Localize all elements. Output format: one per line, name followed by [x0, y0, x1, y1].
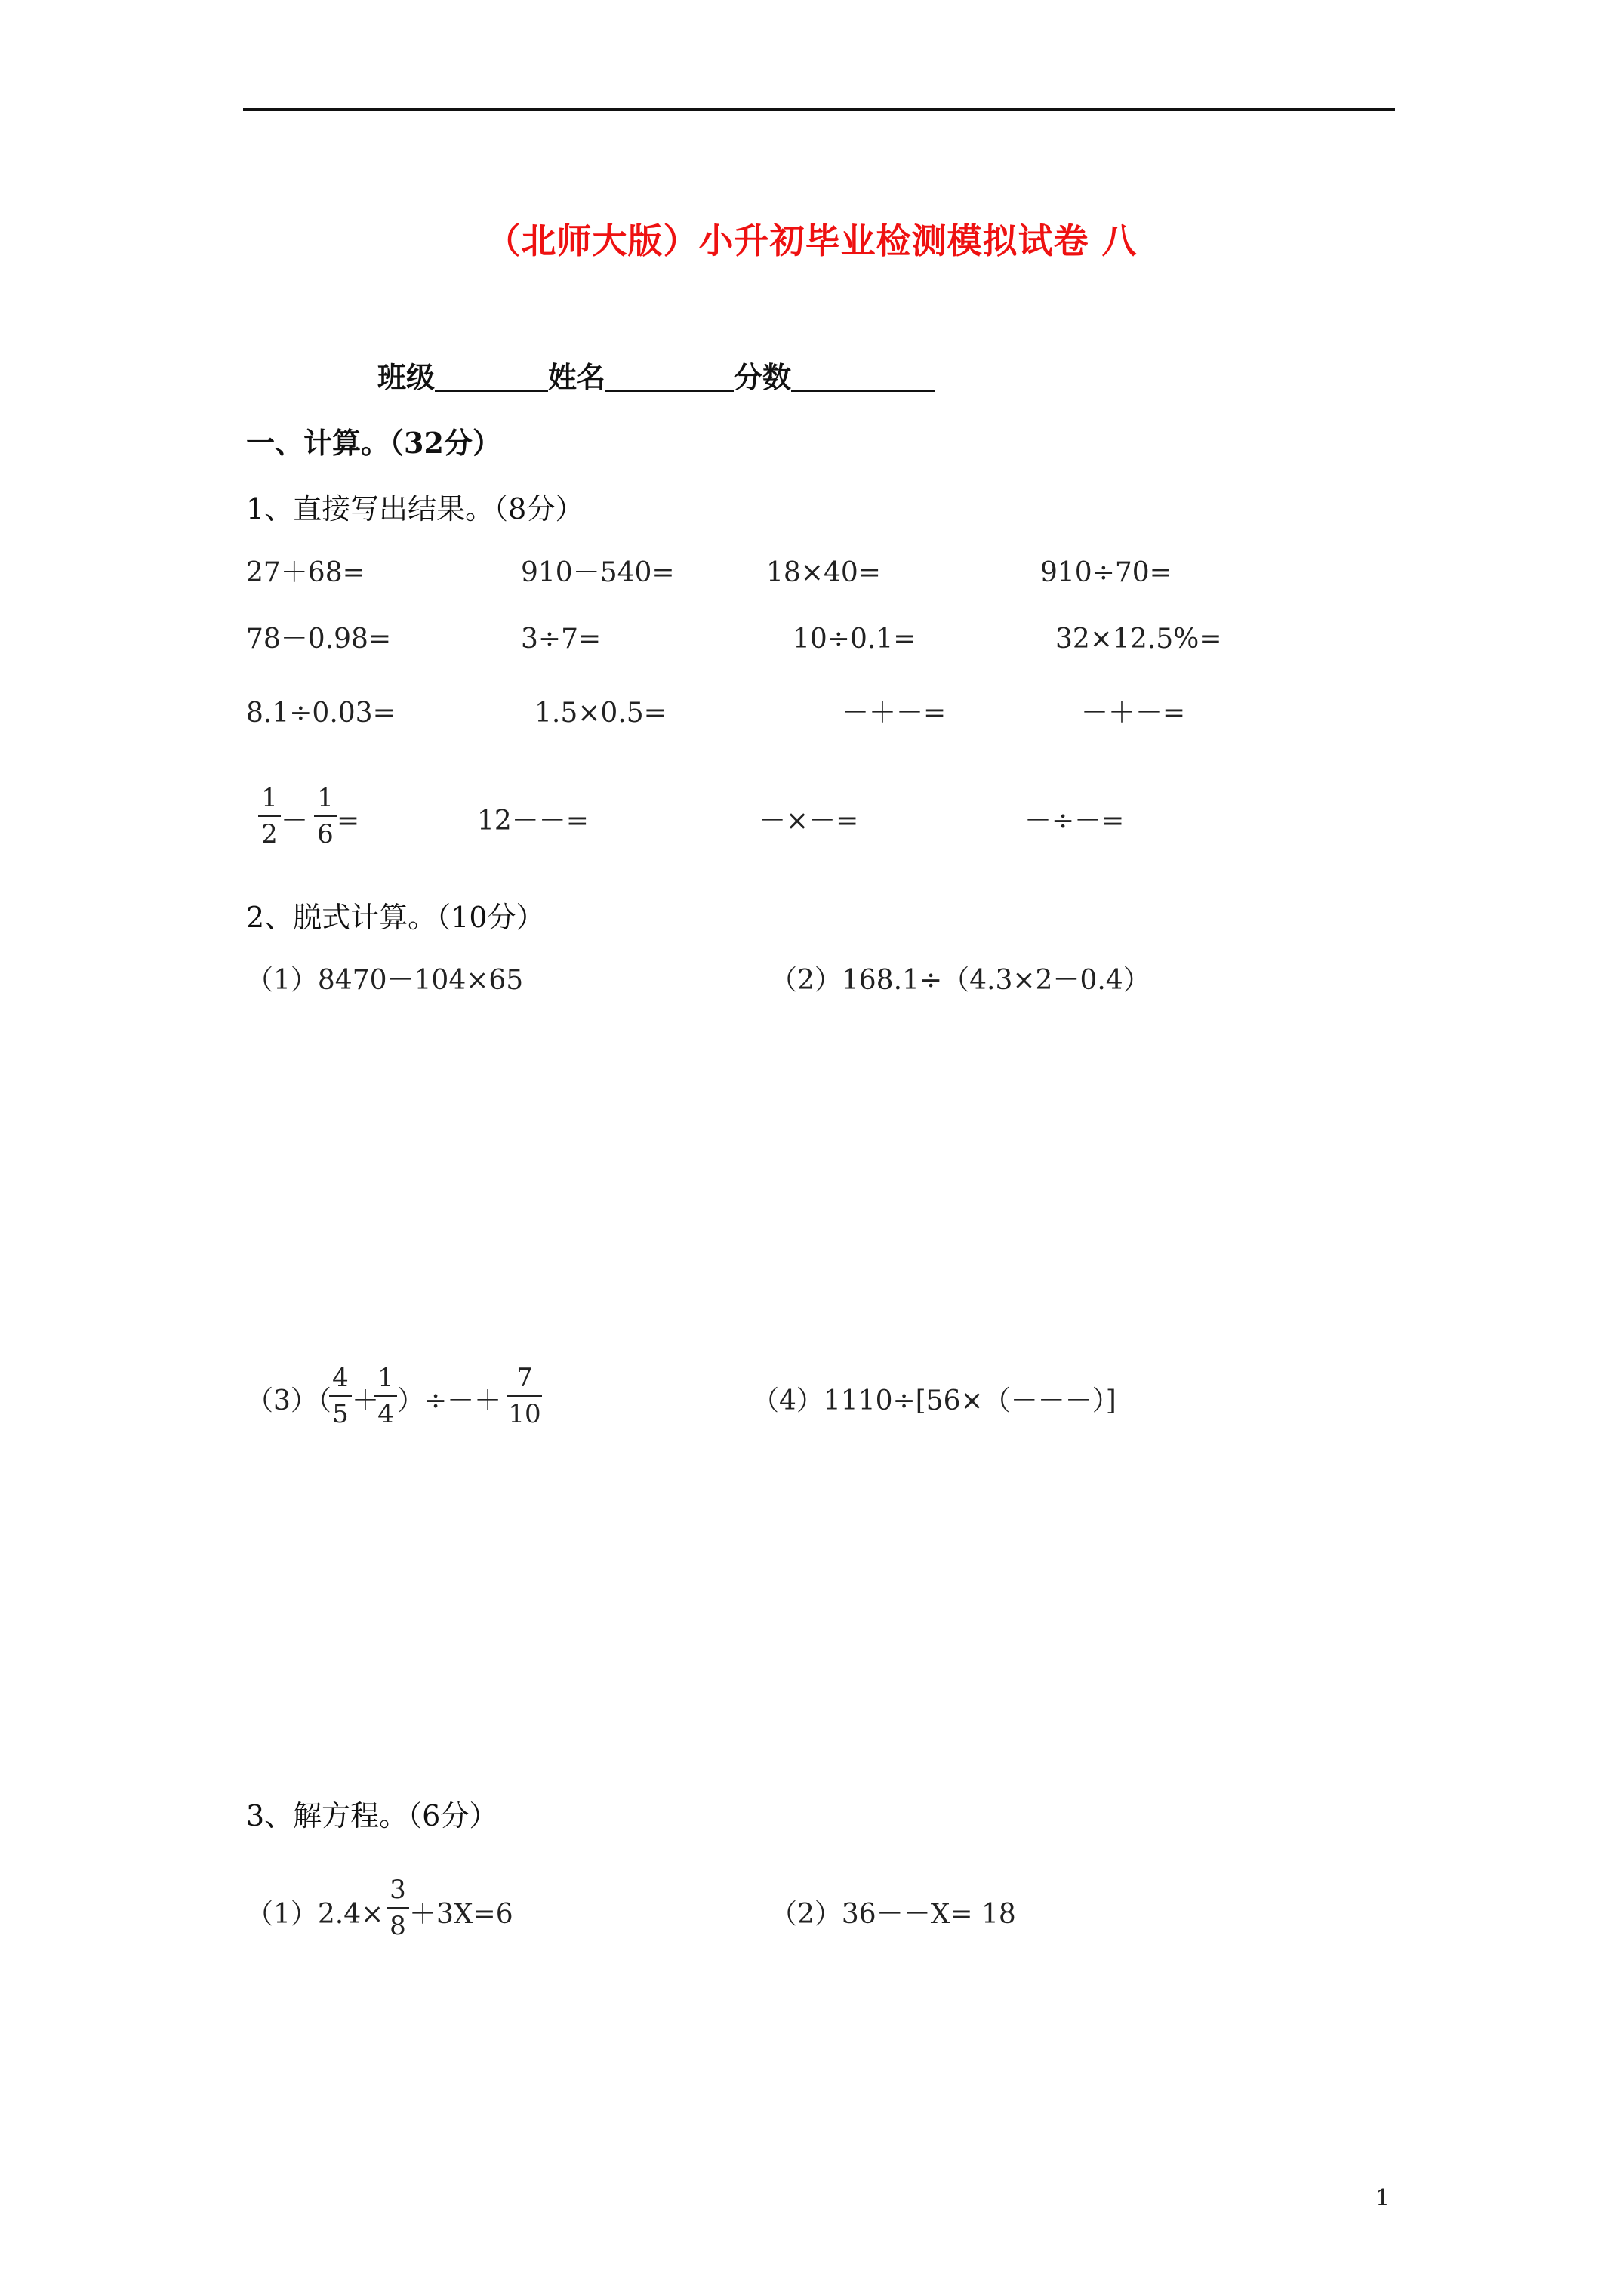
- fraction: [258, 785, 281, 847]
- denominator: 6: [317, 819, 334, 849]
- score-label: 分数: [734, 360, 792, 394]
- header-rule: [243, 108, 1395, 111]
- oral-item: 78－0.98=: [246, 624, 392, 655]
- fraction: [507, 1365, 542, 1427]
- operator: ＋: [352, 1385, 380, 1416]
- question-heading: 3、解方程。（6分）: [246, 1799, 498, 1832]
- problem-suffix: ＋3X=6: [409, 1899, 513, 1930]
- numerator: 1: [377, 1363, 394, 1393]
- oral-item: 3÷7=: [521, 624, 602, 655]
- class-label: 班级: [377, 360, 436, 394]
- denominator: 4: [377, 1399, 394, 1429]
- fraction: [387, 1877, 409, 1939]
- problem-item: （2）168.1÷（4.3×2－0.4）: [770, 965, 1150, 996]
- fraction-bar: [329, 1395, 352, 1397]
- oral-item: 18×40=: [766, 557, 881, 588]
- numerator: 1: [261, 783, 278, 813]
- section-heading: 一、计算。（32分）: [246, 426, 501, 460]
- class-blank[interactable]: [435, 362, 548, 392]
- numerator: 3: [390, 1875, 406, 1905]
- problem-prefix: （3）（: [246, 1385, 331, 1416]
- problem-item: （4）1110÷[56×（－－－）]: [752, 1385, 1116, 1416]
- oral-item: 1.5×0.5=: [534, 698, 667, 729]
- denominator: 10: [508, 1399, 541, 1429]
- page-title: （北师大版）小升初毕业检测模拟试卷 八: [485, 220, 1138, 261]
- problem-prefix: （1）2.4×: [246, 1899, 384, 1930]
- problem-item: （1）8470－104×65: [246, 965, 524, 996]
- fraction-bar: [258, 815, 281, 817]
- equals: =: [337, 806, 360, 837]
- numerator: 1: [317, 783, 334, 813]
- score-blank[interactable]: [791, 362, 935, 392]
- oral-item: －＋－=: [1081, 698, 1186, 729]
- oral-item: 10÷0.1=: [793, 624, 916, 655]
- fraction: [374, 1365, 397, 1427]
- numerator: 7: [516, 1363, 533, 1393]
- oral-item: 27＋68=: [246, 557, 365, 588]
- fraction: [314, 785, 337, 847]
- denominator: 8: [390, 1911, 406, 1941]
- fraction-bar: [387, 1907, 409, 1909]
- oral-item: －×－=: [759, 806, 859, 837]
- oral-item: 32×12.5%=: [1055, 624, 1222, 655]
- problem-item: （2）36－－X= 18: [770, 1899, 1016, 1930]
- page-number: 1: [1375, 2185, 1390, 2211]
- denominator: 2: [261, 819, 278, 849]
- problem-middle: ）÷－＋: [397, 1385, 502, 1416]
- question-heading: 1、直接写出结果。（8分）: [246, 492, 584, 525]
- operator: －: [281, 806, 309, 837]
- fraction-bar: [314, 815, 337, 817]
- fraction: [329, 1365, 352, 1427]
- question-heading: 2、脱式计算。（10分）: [246, 901, 545, 934]
- name-blank[interactable]: [605, 362, 734, 392]
- oral-item: 910÷70=: [1040, 557, 1172, 588]
- name-label: 姓名: [548, 360, 606, 394]
- fraction-bar: [507, 1395, 542, 1397]
- oral-item: 12－－=: [477, 806, 589, 837]
- oral-item: －÷－=: [1024, 806, 1125, 837]
- oral-item: 910－540=: [521, 557, 675, 588]
- fraction-bar: [374, 1395, 397, 1397]
- numerator: 4: [332, 1363, 349, 1393]
- student-info-line: [377, 362, 935, 392]
- denominator: 5: [332, 1399, 349, 1429]
- oral-item: －＋－=: [842, 698, 947, 729]
- oral-item: 8.1÷0.03=: [246, 698, 396, 729]
